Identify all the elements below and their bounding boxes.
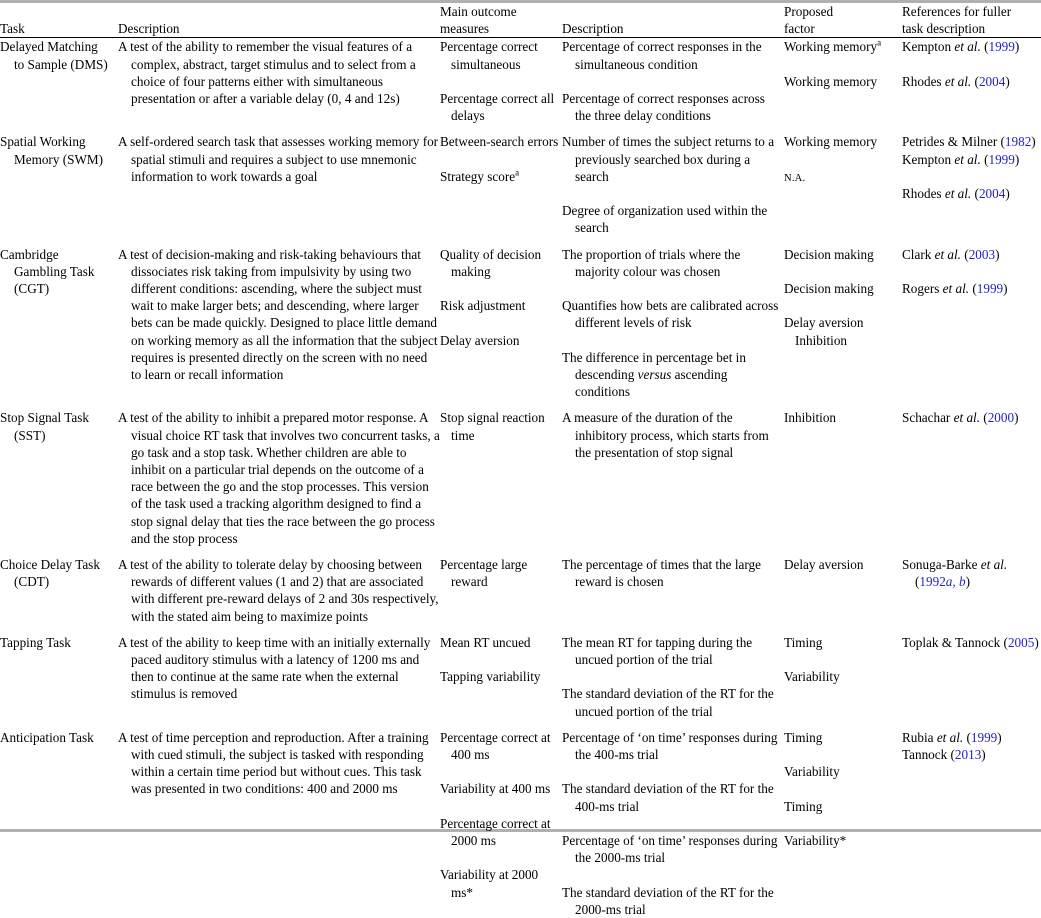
task-name-line: (SST) xyxy=(14,427,46,443)
reference-group xyxy=(902,280,1041,297)
column-header-description xyxy=(118,3,440,37)
reference-year[interactable]: 1982 xyxy=(1004,134,1032,150)
cell-description xyxy=(118,556,440,625)
proposed-factor: Timing xyxy=(784,729,823,745)
table-row xyxy=(0,133,1041,236)
cell-measure-descriptions xyxy=(562,38,784,125)
reference-entry: Schachar et al. (2000) xyxy=(902,410,1019,426)
cell-measures xyxy=(440,729,562,918)
outcome-measure: Between-search errors xyxy=(440,134,559,150)
cell-references xyxy=(902,729,1041,918)
task-description-table xyxy=(0,3,1041,918)
task-name-line: to Sample (DMS) xyxy=(14,56,108,72)
outcome-measure: Risk adjustment xyxy=(440,298,526,314)
measure-description: Percentage of ‘on time’ responses during the 400-ms trial xyxy=(562,729,778,763)
cell-measure-descriptions xyxy=(562,634,784,720)
proposed-factor: Variability* xyxy=(784,833,847,849)
cell-task xyxy=(0,634,118,720)
reference-entry: Rhodes et al. (2004) xyxy=(902,73,1010,89)
cell-factors xyxy=(784,133,902,236)
cell-description xyxy=(118,634,440,720)
task-name-line: Choice Delay Task xyxy=(0,557,100,573)
reference-empty xyxy=(902,314,1041,331)
row-spacer xyxy=(0,237,1041,246)
task-name-line: Spatial Working xyxy=(0,134,86,150)
cell-description xyxy=(118,246,440,401)
cell-measure-descriptions xyxy=(562,409,784,547)
measure-footnote-marker: a xyxy=(515,167,520,178)
reference-entry: Kempton et al. (1999) xyxy=(902,151,1020,167)
column-header-task xyxy=(0,3,118,37)
table-row xyxy=(0,634,1041,720)
reference-year[interactable]: 1999 xyxy=(976,281,1004,296)
cell-description xyxy=(118,133,440,236)
cell-measure-descriptions xyxy=(562,246,784,401)
reference-entry: Kempton et al. (1999) xyxy=(902,39,1020,55)
proposed-factor: Working memory xyxy=(784,134,878,150)
measure-description: The proportion of trials where the majority colour was chosen xyxy=(562,246,741,279)
cell-description xyxy=(118,409,440,547)
outcome-measure: Variability at 400 ms xyxy=(440,781,551,797)
table-row xyxy=(0,556,1041,625)
outcome-measure: Percentage correct at 400 ms xyxy=(440,729,551,763)
column-header-task-label: Task xyxy=(0,21,25,37)
measure-description: The standard deviation of the RT for the 2000-ms trial xyxy=(562,884,774,917)
cell-references xyxy=(902,38,1041,125)
cell-task xyxy=(0,409,118,547)
outcome-measure: Percentage large reward xyxy=(440,557,528,590)
cell-description xyxy=(118,38,440,125)
column-header-measure-description xyxy=(562,3,784,37)
measure-description: Degree of organization used within the search xyxy=(562,203,768,236)
task-name-line: Delayed Matching xyxy=(0,39,98,55)
table-row xyxy=(0,409,1041,547)
proposed-factor: Inhibition xyxy=(784,410,837,426)
outcome-measure: Variability at 2000 ms* xyxy=(440,867,539,900)
column-header-proposed-factor xyxy=(784,3,902,37)
cell-task xyxy=(0,729,118,918)
cell-measures xyxy=(440,133,562,236)
cell-measure-descriptions xyxy=(562,133,784,236)
reference-group xyxy=(902,409,1041,426)
cell-factors xyxy=(784,246,902,401)
measure-description: The standard deviation of the RT for the uncued portion of the trial xyxy=(562,686,774,719)
reference-year[interactable]: 1992a, b xyxy=(919,574,966,590)
task-description: A test of the ability to tolerate delay by choosing between rewards of different values (1 and 2) that are associated with different pre-reward delays of 2 and 30s respectively, with the stated aim being to maximize points xyxy=(118,557,439,624)
column-header-description-label: Description xyxy=(118,21,180,37)
column-header-measure-description-label: Description xyxy=(562,21,624,37)
et-al: et al. xyxy=(934,246,961,262)
reference-year[interactable]: 2003 xyxy=(968,246,996,262)
et-al: et al. xyxy=(954,151,981,167)
column-header-measures-line2: measures xyxy=(440,21,490,37)
reference-group xyxy=(902,634,1041,651)
reference-entry: Petrides & Milner (1982) xyxy=(902,134,1036,150)
outcome-measure: Percentage correct at 2000 ms xyxy=(440,815,551,849)
reference-entry: Tannock (2013) xyxy=(902,747,986,763)
measure-description: The difference in percentage bet in descending versus ascending conditions xyxy=(562,349,746,400)
outcome-measure: Percentage correct all delays xyxy=(440,91,555,124)
reference-empty xyxy=(902,815,1041,832)
reference-year[interactable]: 1999 xyxy=(988,39,1015,55)
outcome-measure: Percentage correct simultaneous xyxy=(440,39,538,72)
measure-description: The mean RT for tapping during the uncued portion of the trial xyxy=(562,634,753,668)
task-name-line: Cambridge xyxy=(0,246,59,262)
cell-measures xyxy=(440,38,562,125)
cell-task xyxy=(0,246,118,401)
proposed-factor: Variability xyxy=(784,764,840,780)
task-name-line: Gambling Task xyxy=(14,263,95,279)
reference-entry: Rhodes et al. (2004) xyxy=(902,186,1010,201)
reference-year[interactable]: 1999 xyxy=(988,151,1015,167)
cell-factors xyxy=(784,38,902,125)
reference-empty xyxy=(902,849,1041,866)
measure-description: Quantifies how bets are calibrated across different levels of risk xyxy=(562,298,779,331)
table-row xyxy=(0,729,1041,918)
et-al: et al. xyxy=(980,557,1008,573)
cell-references xyxy=(902,409,1041,547)
outcome-measure: Tapping variability xyxy=(440,669,541,685)
cell-references xyxy=(902,634,1041,720)
reference-entry: Toplak & Tannock (2005) xyxy=(902,634,1039,650)
proposed-factor: Variability xyxy=(784,669,840,685)
task-name-line: Memory (SWM) xyxy=(14,151,104,167)
measure-description: Percentage of ‘on time’ responses during the 2000-ms trial xyxy=(562,833,778,866)
measure-description: The standard deviation of the RT for the 400-ms trial xyxy=(562,781,774,814)
cell-factors xyxy=(784,409,902,547)
row-spacer xyxy=(0,625,1041,634)
measure-description: Percentage of correct responses across the three delay conditions xyxy=(562,91,765,124)
cell-measures xyxy=(440,246,562,401)
column-header-references-line2: task description xyxy=(902,21,986,37)
cell-measure-descriptions xyxy=(562,556,784,625)
table-body xyxy=(0,38,1041,918)
task-name-line: (CDT) xyxy=(14,574,50,590)
cell-description xyxy=(118,729,440,918)
cell-references xyxy=(902,133,1041,236)
proposed-factor: Working memory xyxy=(784,73,878,89)
reference-group xyxy=(902,73,1041,90)
factor-footnote-marker: a xyxy=(877,38,882,49)
cell-task xyxy=(0,133,118,236)
outcome-measure: Mean RT uncued xyxy=(440,634,531,650)
reference-group xyxy=(902,729,1041,746)
et-al: et al. xyxy=(944,186,972,201)
column-header-factor-line1: Proposed xyxy=(784,4,834,19)
not-applicable: N.A. xyxy=(784,172,806,184)
reference-group xyxy=(902,185,1041,202)
emphasis: versus xyxy=(637,367,672,382)
reference-group xyxy=(902,133,1041,150)
row-spacer xyxy=(0,547,1041,556)
proposed-factor: Timing xyxy=(784,634,823,650)
measure-description: The percentage of times that the large reward is chosen xyxy=(562,557,761,590)
task-description: A self-ordered search task that assesses working memory for spatial stimuli and requires a subject to use mnemonic information to work towards a goal xyxy=(118,134,439,184)
task-name-line: Anticipation Task xyxy=(0,729,94,745)
reference-year[interactable]: 2000 xyxy=(987,410,1015,426)
reference-year[interactable]: 1999 xyxy=(970,729,998,745)
reference-group xyxy=(902,151,1041,168)
column-header-main-outcome-measures xyxy=(440,3,562,37)
cell-task xyxy=(0,556,118,625)
reference-group xyxy=(902,246,1041,263)
table-row xyxy=(0,38,1041,125)
reference-entry: Rogers et al. (1999) xyxy=(902,281,1008,296)
table-row xyxy=(0,246,1041,401)
reference-entry: Sonuga-Barke et al. (1992a, b) xyxy=(902,557,1008,590)
task-description: A test of time perception and reproduction. After a training with cued stimuli, the subject is tasked with responding within a certain time period but without cues. This task was presented in two conditions: 400 and 2000 ms xyxy=(118,729,429,797)
cell-factors xyxy=(784,556,902,625)
cell-references xyxy=(902,556,1041,625)
row-spacer xyxy=(0,400,1041,409)
measure-description: Percentage of correct responses in the simultaneous condition xyxy=(562,39,762,72)
reference-year[interactable]: 2004 xyxy=(978,186,1006,201)
cell-factors xyxy=(784,729,902,918)
proposed-factor: Working memory$^a$ xyxy=(784,38,882,55)
column-header-references-line1: References for fuller xyxy=(902,4,1012,19)
column-header-measures-line1: Main outcome xyxy=(440,4,517,19)
cell-measures xyxy=(440,556,562,625)
reference-group xyxy=(902,746,1041,763)
task-name-line: (CGT) xyxy=(14,281,50,297)
row-spacer xyxy=(0,124,1041,133)
task-name-line: Stop Signal Task xyxy=(0,410,89,426)
task-description: A test of the ability to keep time with an initially externally paced auditory stimulus with a latency of 1200 ms and then to continue at the same rate when the external stimulus is removed xyxy=(118,634,431,702)
cell-references xyxy=(902,246,1041,401)
proposed-factor: Timing xyxy=(784,798,823,814)
reference-empty xyxy=(902,780,1041,797)
reference-group xyxy=(902,556,1041,590)
reference-group xyxy=(902,38,1041,55)
proposed-factor xyxy=(784,168,902,187)
cell-measure-descriptions xyxy=(562,729,784,918)
task-description: A test of the ability to remember the visual features of a complex, abstract, target stimulus and to select from a choice of four patterns either with simultaneous presentation or after a variable delay (0, 4 and 12s) xyxy=(118,39,416,107)
cell-task xyxy=(0,38,118,125)
task-name-line: Tapping Task xyxy=(0,634,71,650)
et-al: et al. xyxy=(942,281,970,296)
et-al: et al. xyxy=(944,73,972,89)
et-al: et al. xyxy=(954,39,981,55)
cell-factors xyxy=(784,634,902,720)
reference-entry: Rubia et al. (1999) xyxy=(902,729,1002,745)
proposed-factor: Decision making xyxy=(784,246,874,262)
reference-entry: Clark et al. (2003) xyxy=(902,246,1000,262)
measure-description: Number of times the subject returns to a previously searched box during a search xyxy=(562,134,775,184)
outcome-measure: Stop signal reaction time xyxy=(440,410,545,443)
measure-description: A measure of the duration of the inhibitory process, which starts from the presentation of stop signal xyxy=(562,410,769,460)
proposed-factor: Delay aversion Inhibition xyxy=(784,315,864,348)
task-description: A test of the ability to inhibit a prepared motor response. A visual choice RT task that involves two concurrent tasks, a go task and a stop task. Whether children are able to inhibit on a particular trial depends on the outcome of a race between the go and the stop processes. This version of the task used a tracking algorithm designed to find a stop signal delay that ties the race between the go process and the stop process xyxy=(118,410,440,546)
et-al: et al. xyxy=(953,410,980,426)
outcome-measure: Strategy score$^a$ xyxy=(440,167,520,184)
reference-year[interactable]: 2013 xyxy=(954,747,982,763)
outcome-measure: Delay aversion xyxy=(440,332,520,348)
table-header xyxy=(0,3,1041,38)
reference-year[interactable]: 2005 xyxy=(1007,634,1035,650)
outcome-measure: Quality of decision making xyxy=(440,246,542,279)
proposed-factor: Delay aversion xyxy=(784,557,864,573)
proposed-factor: Decision making xyxy=(784,281,874,296)
cell-measures xyxy=(440,634,562,720)
et-al: et al. xyxy=(936,729,964,745)
column-header-references xyxy=(902,3,1041,37)
task-description: A test of decision-making and risk-taking behaviours that dissociates risk taking from impulsivity by using two different conditions: ascending, where the subject must wait to make larger bets; and descending, where larger bets can be made quickly. Designed to place little demand on working memory as all the information that the subject requires is presented directly on the screen with no need to learn or recall information xyxy=(118,246,438,383)
cell-measures xyxy=(440,409,562,547)
reference-empty xyxy=(902,668,1041,685)
column-header-factor-line2: factor xyxy=(784,21,815,37)
row-spacer xyxy=(0,720,1041,729)
reference-year[interactable]: 2004 xyxy=(978,73,1006,89)
